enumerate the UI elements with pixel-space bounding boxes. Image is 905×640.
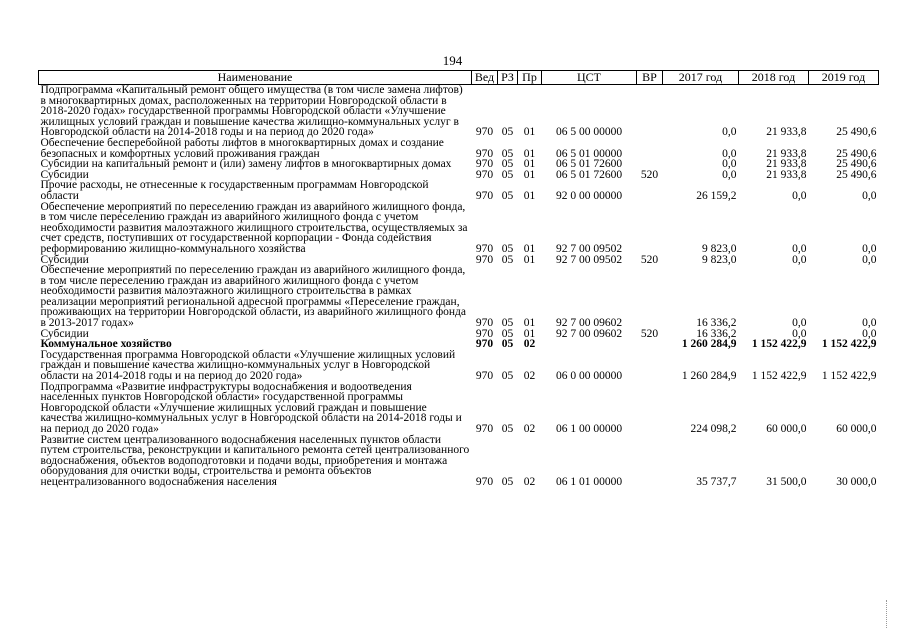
row-pr: 01 xyxy=(523,158,536,171)
table-row xyxy=(39,202,879,255)
row-pr: 01 xyxy=(523,242,536,255)
row-cst: 92 0 00 00000 xyxy=(555,189,623,202)
row-2018: 21 933,8 xyxy=(766,147,807,160)
row-vr xyxy=(637,265,663,329)
row-2018: 0,0 xyxy=(792,317,807,330)
row-2019: 25 490,6 xyxy=(836,158,877,171)
table-row xyxy=(39,180,879,201)
budget-table xyxy=(38,70,879,488)
row-ved: 970 xyxy=(475,242,494,255)
row-vr xyxy=(637,339,663,350)
row-2018: 0,0 xyxy=(792,189,807,202)
row-2017: 9 823,0 xyxy=(702,253,737,266)
row-name: Обеспечение мероприятий по переселению граждан из аварийного жилищного фонда, в том числе переселению граждан из аварийного жилищного фонда с учетом необходимости развития малоэтажного жилищного строительства в рамках реализации мероприятий региональной адресной программы «Переселение граждан, проживающих на территории Новгородской области, из аварийного жилищного фонда в 2013-2017 годах» xyxy=(40,264,467,330)
row-vr: 520 xyxy=(640,327,659,340)
row-cst: 92 7 00 09502 xyxy=(555,242,623,255)
row-name: Обеспечение бесперебойной работы лифтов в многоквартирных домах и создание безопасных и комфортных условий проживания граждан xyxy=(40,136,444,160)
row-rz: 05 xyxy=(501,327,514,340)
row-name: Субсидии xyxy=(40,253,89,266)
margin-mark xyxy=(886,600,889,628)
row-cst: 92 7 00 09602 xyxy=(555,327,623,340)
row-name: Обеспечение мероприятий по переселению граждан из аварийного жилищного фонда, в том числе переселению граждан из аварийного жилищного фонда с учетом необходимости развития малоэтажного жилищного строительства, осуществляемых за счет средств, поступивших от государственной корпорации - Фонда содействия реформированию жилищно-коммунального хозяйства xyxy=(40,200,468,255)
table-header-row xyxy=(39,71,879,85)
row-rz: 05 xyxy=(501,370,514,383)
header-rz: РЗ xyxy=(498,71,518,85)
table-row xyxy=(39,382,879,435)
table-row xyxy=(39,85,879,138)
row-pr: 02 xyxy=(523,475,536,488)
table-row xyxy=(39,265,879,329)
header-name: Наименование xyxy=(39,71,472,85)
row-2017: 35 737,7 xyxy=(696,475,737,488)
row-vr xyxy=(637,85,663,138)
row-vr xyxy=(637,382,663,435)
row-name: Подпрограмма «Развитие инфраструктуры водоснабжения и водоотведения населенных пунктов Новгородской области» государственной программы Новгородской области «Улучшение жилищных условий граждан и повышение качества жилищно-коммунальных услуг в Новгородской области на 2014-2018 годы и на период до 2020 года» xyxy=(40,380,462,435)
row-2018: 0,0 xyxy=(792,242,807,255)
row-cst: 06 5 01 72600 xyxy=(555,168,623,181)
row-pr: 01 xyxy=(523,126,536,139)
row-2017: 1 260 284,9 xyxy=(681,370,737,383)
row-2019: 25 490,6 xyxy=(836,168,877,181)
row-cst: 92 7 00 09602 xyxy=(555,317,623,330)
row-vr xyxy=(637,180,663,201)
row-2019: 0,0 xyxy=(862,189,877,202)
row-pr: 02 xyxy=(523,370,536,383)
row-cst: 06 5 01 72600 xyxy=(555,158,623,171)
header-2019: 2019 год xyxy=(809,71,879,85)
row-name: Прочие расходы, не отнесенные к государственным программам Новгородской области xyxy=(40,179,429,202)
table-row xyxy=(39,159,879,170)
row-rz: 05 xyxy=(501,126,514,139)
row-rz: 05 xyxy=(501,475,514,488)
row-2018: 31 500,0 xyxy=(766,475,807,488)
row-2019: 0,0 xyxy=(862,317,877,330)
row-ved: 970 xyxy=(475,317,494,330)
row-2019: 1 152 422,9 xyxy=(821,338,877,351)
row-vr xyxy=(637,350,663,382)
row-name: Субсидии xyxy=(40,168,89,181)
row-pr: 02 xyxy=(523,423,536,435)
row-name: Развитие систем централизованного водоснабжения населенных пунктов области путем строительства, реконструкции и капитального ремонта сетей централизованного водоснабжения, объектов водоподготовки и подачи воды, приобретения и монтажа оборудования для очистки воды, строительства и ремонта объектов нецентрализованного водоснабжения населения xyxy=(40,433,470,488)
row-vr: 520 xyxy=(640,253,659,266)
row-pr: 01 xyxy=(523,327,536,340)
row-rz: 05 xyxy=(501,253,514,266)
row-2019: 0,0 xyxy=(862,327,877,340)
row-rz: 05 xyxy=(501,338,514,351)
row-ved: 970 xyxy=(475,253,494,266)
row-ved: 970 xyxy=(475,327,494,340)
row-pr: 01 xyxy=(523,147,536,160)
row-cst: 06 1 00 00000 xyxy=(555,423,623,435)
row-2019: 0,0 xyxy=(862,253,877,266)
row-2018: 0,0 xyxy=(792,253,807,266)
row-ved: 970 xyxy=(475,126,494,139)
row-2017: 16 336,2 xyxy=(696,327,737,340)
row-2017: 0,0 xyxy=(722,147,737,160)
row-vr xyxy=(637,202,663,255)
row-2017: 16 336,2 xyxy=(696,317,737,330)
row-rz: 05 xyxy=(501,423,514,435)
row-pr: 01 xyxy=(523,168,536,181)
page-number: 194 xyxy=(442,53,463,68)
row-2019: 25 490,6 xyxy=(836,147,877,160)
row-rz: 05 xyxy=(501,242,514,255)
header-pr: Пр xyxy=(518,71,542,85)
row-rz: 05 xyxy=(501,168,514,181)
row-2017: 0,0 xyxy=(722,126,737,139)
row-rz: 05 xyxy=(501,317,514,330)
row-rz: 05 xyxy=(501,189,514,202)
row-ved: 970 xyxy=(475,370,494,383)
row-2018: 1 152 422,9 xyxy=(751,338,807,351)
row-name: Коммунальное хозяйство xyxy=(40,338,172,351)
row-2018: 1 152 422,9 xyxy=(751,370,807,383)
row-ved: 970 xyxy=(475,338,494,351)
row-cst: 06 0 00 00000 xyxy=(555,370,623,383)
row-2017: 224 098,2 xyxy=(690,423,737,435)
row-name: Субсидии на капитальный ремонт и (или) замену лифтов в многоквартирных домах xyxy=(40,158,452,171)
row-pr: 01 xyxy=(523,253,536,266)
row-ved: 970 xyxy=(475,423,494,435)
row-name: Государственная программа Новгородской области «Улучшение жилищных условий граждан и повышение качества жилищно-коммунальных услуг в Новгородской области на 2014-2018 годы и на период до 2020 года» xyxy=(40,348,456,383)
row-2019: 60 000,0 xyxy=(836,423,877,435)
header-2017: 2017 год xyxy=(663,71,739,85)
table-row xyxy=(39,435,879,488)
row-2019: 30 000,0 xyxy=(836,475,877,488)
row-rz: 05 xyxy=(501,147,514,160)
row-2018: 21 933,8 xyxy=(766,126,807,139)
row-2018: 21 933,8 xyxy=(766,168,807,181)
row-2017: 0,0 xyxy=(722,158,737,171)
row-cst: 06 1 01 00000 xyxy=(555,475,623,488)
row-name: Субсидии xyxy=(40,327,89,340)
row-vr: 520 xyxy=(640,168,659,181)
row-2017: 26 159,2 xyxy=(696,189,737,202)
row-2019: 1 152 422,9 xyxy=(821,370,877,383)
row-pr: 01 xyxy=(523,317,536,330)
header-ved: Вед xyxy=(472,71,498,85)
header-2018: 2018 год xyxy=(739,71,809,85)
row-cst: 92 7 00 09502 xyxy=(555,253,623,266)
row-2019: 25 490,6 xyxy=(836,126,877,139)
row-pr: 01 xyxy=(523,189,536,202)
row-2017: 0,0 xyxy=(722,168,737,181)
row-vr xyxy=(637,435,663,488)
row-cst: 06 5 01 00000 xyxy=(555,147,623,160)
table-row xyxy=(39,138,879,159)
row-vr xyxy=(637,138,663,159)
row-ved: 970 xyxy=(475,189,494,202)
table-row xyxy=(39,350,879,382)
row-ved: 970 xyxy=(475,168,494,181)
header-cst: ЦСТ xyxy=(542,71,637,85)
row-2017: 9 823,0 xyxy=(702,242,737,255)
row-cst: 06 5 00 00000 xyxy=(555,126,623,139)
header-vr: ВР xyxy=(637,71,663,85)
row-name: Подпрограмма «Капитальный ремонт общего имущества (в том числе замена лифтов) в многоквартирных домах, расположенных на территории Новгородской области в 2018-2020 годах» государственной программы Новгородской области «Улучшение жилищных условий граждан и повышение качества жилищно-коммунальных услуг в Новгородской области на 2014-2018 годы и на период до 2020 года» xyxy=(40,84,463,139)
row-cst xyxy=(542,339,637,350)
row-2017: 1 260 284,9 xyxy=(681,338,737,351)
row-pr: 02 xyxy=(523,338,536,351)
row-rz: 05 xyxy=(501,158,514,171)
row-2018: 0,0 xyxy=(792,327,807,340)
row-ved: 970 xyxy=(475,158,494,171)
row-ved: 970 xyxy=(475,475,494,488)
row-2019: 0,0 xyxy=(862,242,877,255)
row-2018: 60 000,0 xyxy=(766,423,807,435)
row-ved: 970 xyxy=(475,147,494,160)
row-2018: 21 933,8 xyxy=(766,158,807,171)
